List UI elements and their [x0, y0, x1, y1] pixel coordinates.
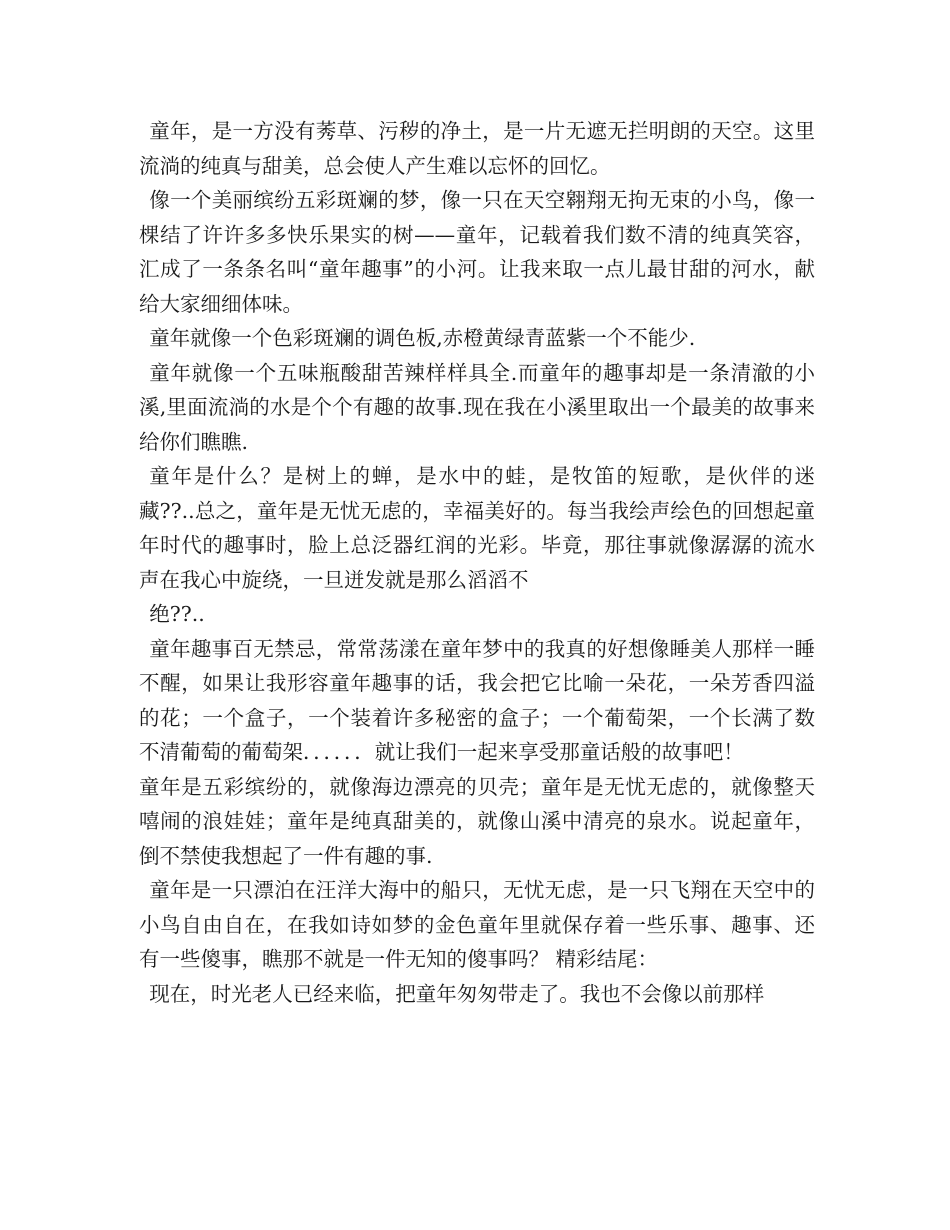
- paragraph-1: 童年，是一方没有莠草、污秽的净土，是一片无遮无拦明朗的天空。这里流淌的纯真与甜美，总会使人产生难以忘怀的回忆。: [139, 119, 815, 178]
- paragraph-3: 童年就像一个色彩斑斓的调色板,赤橙黄绿青蓝紫一个不能少.: [149, 326, 696, 350]
- paragraph-5: 童年是什么？是树上的蝉，是水中的蛙，是牧笛的短歌，是伙伴的迷藏??..总之，童年是无忧无虑的，幸福美好的。每当我绘声绘色的回想起童年时代的趣事时，脸上总泛器红润的光彩。毕竟，那往事就像潺潺的流水声在我心中旋绕，一旦迸发就是那么滔滔不: [139, 464, 815, 592]
- paragraph-9: 童年是一只漂泊在汪洋大海中的船只，无忧无虑，是一只飞翔在天空中的小鸟自由自在，在我如诗如梦的金色童年里就保存着一些乐事、趣事、还有一些傻事，瞧那不就是一件无知的傻事吗？ 精彩结尾：: [139, 878, 815, 971]
- paragraph-10: 现在，时光老人已经来临，把童年匆匆带走了。我也不会像以前那样: [149, 981, 765, 1006]
- paragraph-4: 童年就像一个五味瓶酸甜苦辣样样具全.而童年的趣事却是一条清澈的小溪,里面流淌的水是个个有趣的故事.现在我在小溪里取出一个最美的故事来给你们瞧瞧.: [139, 360, 815, 454]
- paragraph-7: 童年趣事百无禁忌，常常荡漾在童年梦中的我真的好想像睡美人那样一睡不醒，如果让我形容童年趣事的话，我会把它比喻一朵花，一朵芳香四溢的花；一个盒子，一个装着许多秘密的盒子；一个葡萄架，一个长满了数不清葡萄的葡萄架．．．．．．就让我们一起来享受那童话般的故事吧！: [139, 636, 815, 764]
- paragraph-8: 童年是五彩缤纷的，就像海边漂亮的贝壳；童年是无忧无虑的，就像整天嘻闹的浪娃娃；童年是纯真甜美的，就像山溪中清亮的泉水。说起童年，倒不禁使我想起了一件有趣的事.: [139, 774, 815, 868]
- paragraph-6: 绝??..: [149, 602, 205, 626]
- document-page: [139, 114, 815, 1011]
- paragraph-2: 像一个美丽缤纷五彩斑斓的梦，像一只在天空翱翔无拘无束的小鸟，像一棵结了许许多多快乐果实的树——童年，记载着我们数不清的纯真笑容，汇成了一条条名叫“童年趣事”的小河。让我来取一点儿最甘甜的河水，献给大家细细体味。: [139, 188, 815, 316]
